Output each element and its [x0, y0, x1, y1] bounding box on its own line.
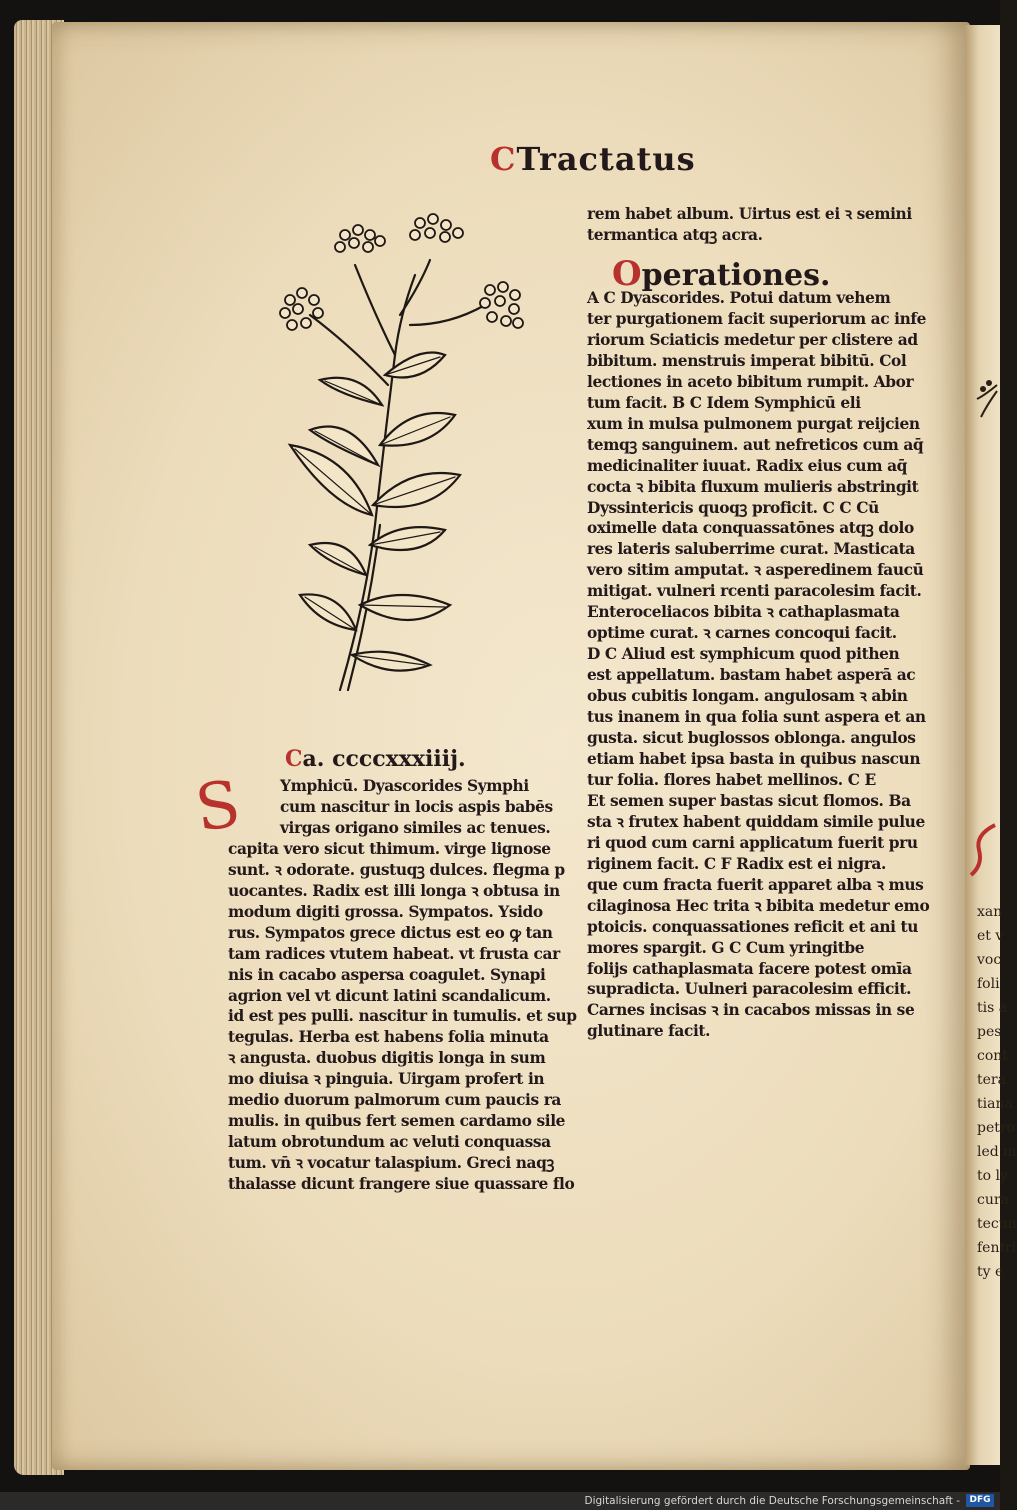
right-body-line: riorum Sciaticis medetur per clistere ad — [587, 330, 918, 349]
right-body-line: Dyssintericis quoqꝫ proficit. C C Cū — [587, 498, 879, 517]
right-body-line: Carnes incisas ꝛ in cacabos missas in se — [587, 1001, 915, 1020]
right-body-text — [587, 288, 930, 1042]
right-body-line: oximelle data conquassatōnes atqꝫ dolo — [587, 519, 914, 538]
decorated-initial: S — [191, 767, 245, 847]
facing-text-fragment: tis a — [977, 1000, 1008, 1016]
left-body-line: sunt. ꝛ odorate. gustuqꝫ dulces. flegma p — [228, 860, 565, 879]
left-body-line: id est pes pulli. nascitur in tumulis. et sup — [228, 1007, 577, 1026]
left-body-line: tum. vn̄ ꝛ vocatur talaspium. Greci naqꝫ — [228, 1154, 554, 1173]
left-body-line: thalasse dicunt frangere siue quassare flo — [228, 1175, 575, 1194]
facing-text-fragment: fentri — [977, 1240, 1017, 1256]
left-body-line: rus. Sympatos grece dictus est eo ꝙ tan — [228, 923, 553, 942]
right-body-line: ptoicis. conquassationes reficit et ani tu — [587, 917, 919, 936]
right-body-line: cocta ꝛ bibita fluxum mulieris abstringit — [587, 477, 919, 496]
footer-credit: Digitalisierung gefördert durch die Deutsche Forschungsgemeinschaft - — [584, 1495, 960, 1507]
facing-text-fragment: voc — [977, 952, 1002, 968]
facing-text-fragment: et v — [977, 928, 1004, 944]
facing-text-fragment: tera — [977, 1072, 1006, 1088]
right-body-line: mitigat. vulneri rcenti paracolesim facit. — [587, 582, 922, 601]
right-body-line: ri quod cum carni applicatum fuerit pru — [587, 833, 918, 852]
right-body-line: riginem facit. C F Radix est ei nigra. — [587, 854, 886, 873]
facing-text-fragment: cura — [977, 1192, 1009, 1208]
right-body-line: A C Dyascorides. Potui datum vehem — [587, 289, 891, 307]
right-body-line: tum facit. B C Idem Symphicū eli — [587, 393, 861, 412]
facing-text-fragment: led m — [977, 1144, 1017, 1160]
right-body-line: folijs cathaplasmata facere potest omīa — [587, 959, 912, 978]
left-body-line: ꝛ angusta. duobus digitis longa in sum — [228, 1049, 546, 1068]
right-body-line: ter purgationem facit superiorum ac infe — [587, 309, 927, 328]
right-body-line: Enteroceliacos bibita ꝛ cathaplasmata — [587, 603, 900, 622]
left-body-line: Ymphicū. Dyascorides Symphi — [280, 777, 529, 795]
plant-woodcut-illustration — [270, 205, 540, 705]
right-body-line: temqꝫ sanguinem. aut nefreticos cum aq̄ — [587, 435, 924, 454]
right-body-line: vero sitim amputat. ꝛ asperedinem faucū — [587, 561, 924, 580]
right-body-line: res lateris saluberrime curat. Masticata — [587, 540, 915, 559]
right-body-line: tus inanem in qua folia sunt aspera et an — [587, 708, 926, 727]
facing-text-fragment: pes — [977, 1024, 1002, 1040]
right-body-line: supradicta. Uulneri paracolesim efficit. — [587, 980, 912, 999]
left-body-line: nis in cacabo aspersa coagulet. Synapi — [228, 965, 546, 984]
left-body-line: mo diuisa ꝛ pinguia. Uirgam profert in — [228, 1070, 545, 1089]
left-body-line: virgas origano similes ac tenues. — [280, 818, 551, 837]
right-body-line: bibitum. menstruis imperat bibitū. Col — [587, 351, 907, 370]
facing-red-initial-icon — [967, 820, 997, 880]
right-column — [587, 204, 912, 246]
header-title: Tractatus — [516, 140, 696, 178]
left-body-line: tegulas. Herba est habens folia minuta — [228, 1028, 549, 1047]
left-body-line: tam radices vtutem habeat. vt frusta car — [228, 944, 560, 963]
right-body-line: lectiones in aceto bibitum rumpit. Abor — [587, 372, 914, 391]
facing-text-fragment: petro — [977, 1120, 1015, 1136]
facing-text-fragment: to ly — [977, 1168, 1008, 1184]
right-body-line: cilaginosa Hec trita ꝛ bibita medetur emo — [587, 896, 930, 915]
left-body-line: cum nascitur in locis aspis babēs — [280, 797, 553, 816]
facing-text-fragment: cont — [977, 1048, 1008, 1064]
facing-plant-icon — [967, 365, 997, 425]
right-body-line: Et semen super bastas sicut flomos. Ba — [587, 791, 911, 810]
facing-text-fragment: tiana — [977, 1096, 1013, 1112]
left-body-line: uocantes. Radix est illi longa ꝛ obtusa in — [228, 881, 560, 900]
header-initial: C — [490, 140, 517, 178]
facing-text-fragment: ty e — [977, 1264, 1004, 1280]
right-body-line: que cum fracta fuerit apparet alba ꝛ mus — [587, 875, 924, 894]
right-body-line: sta ꝛ frutex habent quiddam simile pulue — [587, 812, 925, 831]
operationes-title: perationes. — [641, 258, 831, 293]
right-body-line: est appellatum. bastam habet asperā ac — [587, 666, 916, 685]
left-body-line: medio duorum palmorum cum paucis ra — [228, 1091, 561, 1110]
right-body-line: mores spargit. G C Cum yringitbe — [587, 938, 865, 957]
right-top-line: rem habet album. Uirtus est ei ꝛ semini — [587, 205, 912, 223]
chapter-initial: C — [285, 746, 303, 772]
operationes-initial: O — [612, 254, 642, 294]
right-body-line: xum in mulsa pulmonem purgat reijcien — [587, 414, 920, 433]
chapter-heading — [285, 746, 466, 772]
right-body-line: medicinaliter iuuat. Radix eius cum aq̄ — [587, 456, 907, 475]
right-body-line: optime curat. ꝛ carnes concoqui facit. — [587, 624, 897, 643]
left-body-line: latum obrotundum ac veluti conquassa — [228, 1133, 551, 1152]
right-body-line: obus cubitis longam. angulosam ꝛ abin — [587, 687, 908, 706]
chapter-number: a. ccccxxxiiij. — [302, 746, 466, 772]
right-body-line: etiam habet ipsa basta in quibus nascun — [587, 749, 921, 768]
left-body-text — [228, 776, 577, 1195]
left-body-line: agrion vel vt dicunt latini scandalicum. — [228, 986, 551, 1005]
left-body-line: capita vero sicut thimum. virge lignose — [228, 839, 551, 858]
facing-text-fragment: tecun — [977, 1216, 1017, 1232]
left-body-line: mulis. in quibus fert semen cardamo sile — [228, 1112, 566, 1131]
facing-text-fragment: foli — [977, 976, 1000, 992]
right-top-line: termantica atqꝫ acra. — [587, 225, 763, 244]
right-body-line: gusta. sicut buglossos oblonga. angulos — [587, 729, 916, 748]
page-header — [490, 140, 696, 178]
facing-page — [965, 25, 1017, 1465]
right-body-line: tur folia. flores habet mellinos. C E — [587, 770, 876, 789]
left-body-line: modum digiti grossa. Sympatos. Ysido — [228, 902, 543, 921]
dfg-logo: DFG — [966, 1494, 994, 1507]
right-body-line: glutinare facit. — [587, 1022, 711, 1041]
facing-text-fragment: xan — [977, 904, 1003, 920]
right-body-line: D C Aliud est symphicum quod pithen — [587, 645, 900, 664]
